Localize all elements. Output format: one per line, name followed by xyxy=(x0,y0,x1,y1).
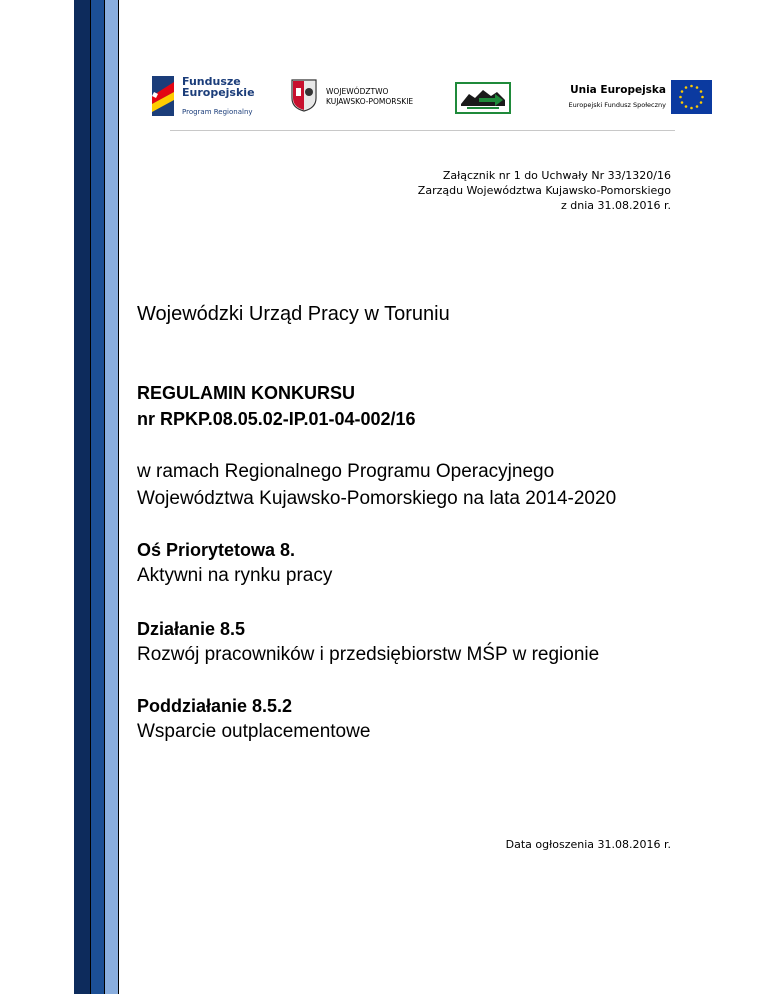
eu-fund-name: Europejski Fundusz Społeczny xyxy=(568,101,666,109)
section-heading: Poddziałanie 8.5.2 xyxy=(137,696,293,716)
regulation-title: REGULAMIN KONKURSU xyxy=(137,383,355,403)
section-heading: Oś Priorytetowa 8. xyxy=(137,540,296,560)
section-value: Rozwój pracowników i przedsiębiorstw MŚP w regionie xyxy=(137,644,600,665)
announcement-date: Data ogłoszenia 31.08.2016 r. xyxy=(505,838,671,851)
wup-emblem-icon xyxy=(457,84,509,112)
decor-stripe-divider xyxy=(118,0,119,994)
annex-line-2: Zarządu Województwa Kujawsko-Pomorskiego xyxy=(417,184,671,197)
region-line2: KUJAWSKO-POMORSKIE xyxy=(326,97,414,106)
decor-stripe-dark xyxy=(74,0,90,994)
decor-stripe-light xyxy=(105,0,118,994)
annex-note xyxy=(418,168,671,213)
region-logo-text xyxy=(326,87,413,107)
eu-flag-icon xyxy=(671,80,712,114)
institution-name: Wojewódzki Urząd Pracy w Toruniu xyxy=(137,303,450,325)
fundusze-europejskie-star-icon xyxy=(146,74,180,118)
region-line1: WOJEWÓDZTWO xyxy=(326,87,389,96)
logo-divider xyxy=(170,130,675,131)
program-line-1: w ramach Regionalnego Programu Operacyjnego xyxy=(137,461,555,482)
program-block xyxy=(137,458,616,512)
region-logo xyxy=(290,78,425,114)
annex-line-3: z dnia 31.08.2016 r. xyxy=(560,199,671,212)
region-crest-icon xyxy=(290,78,318,112)
fe-name-line1: Fundusze xyxy=(182,75,241,88)
section-value: Aktywni na rynku pracy xyxy=(137,565,333,586)
measure-section xyxy=(137,616,599,668)
wup-logo xyxy=(455,82,511,114)
regulation-title-block xyxy=(137,380,416,432)
regulation-number: nr RPKP.08.05.02-IP.01-04-002/16 xyxy=(137,409,416,429)
decor-stripe-mid xyxy=(91,0,104,994)
program-line-2: Województwa Kujawsko-Pomorskiego na lata 2014-2020 xyxy=(137,488,617,509)
eu-logo xyxy=(540,80,712,116)
fe-logo-text xyxy=(182,76,255,98)
eu-name: Unia Europejska xyxy=(570,84,666,96)
priority-axis-section xyxy=(137,537,332,589)
section-heading: Działanie 8.5 xyxy=(137,619,246,639)
fe-program-label: Program Regionalny xyxy=(182,108,253,116)
section-value: Wsparcie outplacementowe xyxy=(137,721,371,742)
fundusze-europejskie-logo xyxy=(146,74,261,118)
annex-line-1: Załącznik nr 1 do Uchwały Nr 33/1320/16 xyxy=(442,169,671,182)
submeasure-section xyxy=(137,693,370,745)
fe-name-line2: Europejskie xyxy=(182,86,255,99)
